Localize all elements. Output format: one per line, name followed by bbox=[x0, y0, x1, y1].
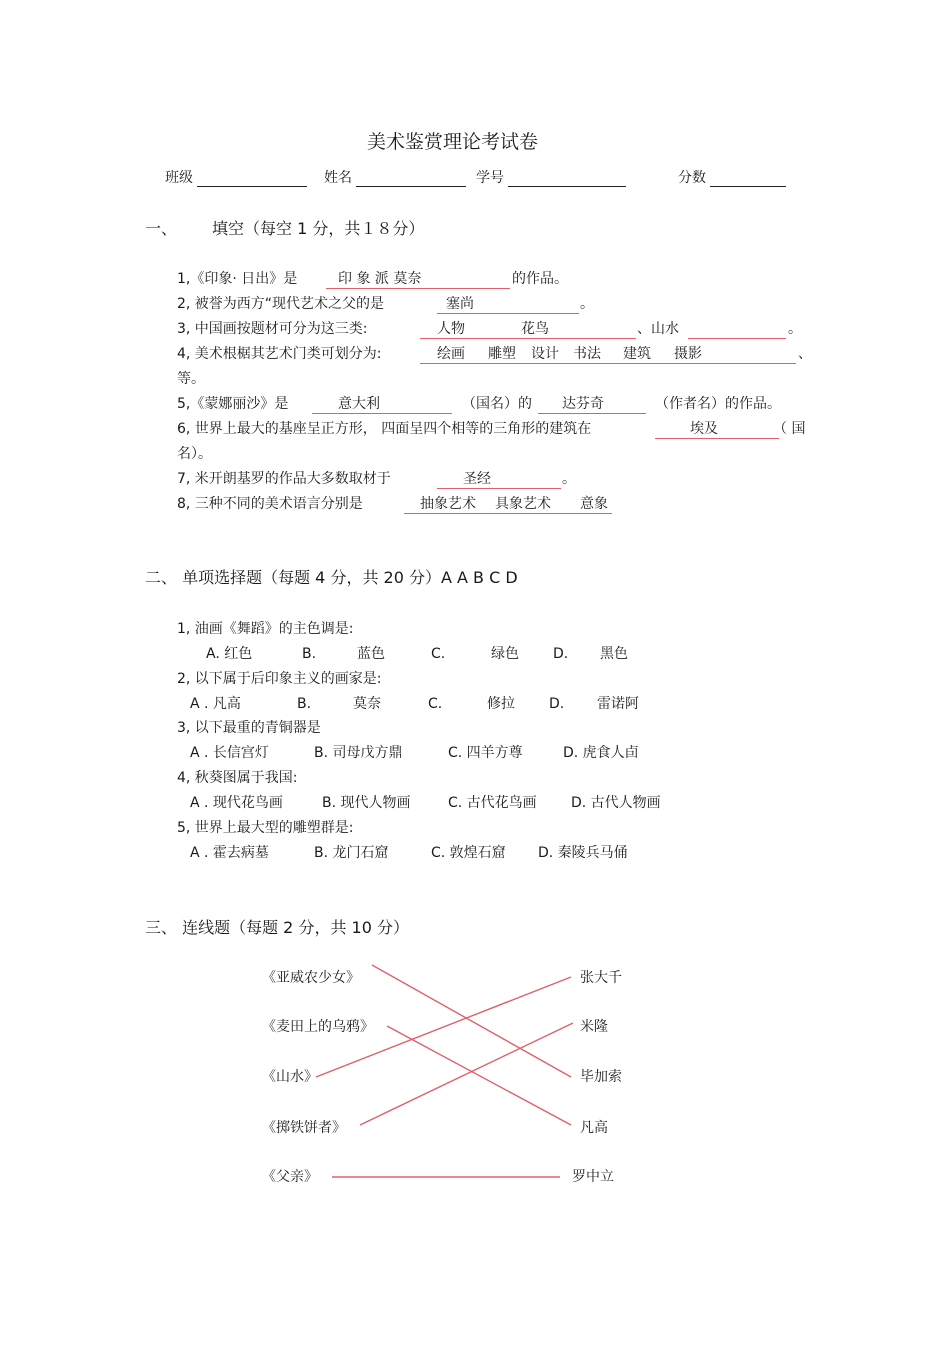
section1-heading: 填空（每空 1 分，共１８分） bbox=[212, 219, 425, 238]
section3-heading: 三、 连线题（每题 2 分，共 10 分） bbox=[145, 918, 409, 937]
page-title: 美术鉴赏理论考试卷 bbox=[367, 131, 539, 153]
fill-q4-answer-1: 绘画 bbox=[437, 346, 465, 362]
section1-number: 一、 bbox=[145, 219, 178, 238]
match-right-2: 米隆 bbox=[580, 1019, 608, 1035]
fill-q5-tail: （作者名）的作品。 bbox=[655, 396, 781, 412]
mc-q2-option-b: 莫奈 bbox=[353, 696, 381, 712]
match-right-4: 凡高 bbox=[580, 1120, 608, 1136]
fill-q6-tail: （ 国 bbox=[773, 421, 806, 437]
fill-q3-text: 3, 中国画按题材可分为这三类: bbox=[177, 321, 368, 337]
match-left-2: 《麦田上的乌鸦》 bbox=[262, 1019, 374, 1035]
mc-q4-option-a: A . 现代花鸟画 bbox=[190, 795, 283, 811]
fill-q7-answer: 圣经 bbox=[463, 471, 491, 487]
mc-q3-option-a: A . 长信宫灯 bbox=[190, 745, 269, 761]
mc-q2-option-c-letter: C. bbox=[428, 696, 443, 712]
fill-q5-answer-1: 意大利 bbox=[338, 396, 380, 412]
mc-q5-stem: 5, 世界上最大型的雕塑群是: bbox=[177, 820, 354, 836]
score-label: 分数 bbox=[678, 170, 706, 186]
mc-q1-option-a: A. 红色 bbox=[206, 646, 253, 662]
match-right-5: 罗中立 bbox=[572, 1169, 614, 1185]
match-left-1: 《亚威农少女》 bbox=[262, 970, 360, 986]
name-label: 姓名 bbox=[324, 170, 352, 186]
mc-q2-option-d-letter: D. bbox=[549, 696, 565, 712]
mc-q2-option-c: 修拉 bbox=[487, 696, 515, 712]
fill-q4-answer-5: 建筑 bbox=[623, 346, 651, 362]
fill-q1-answer: 印 象 派 莫奈 bbox=[338, 271, 422, 287]
fill-q6-continuation: 名）。 bbox=[177, 446, 212, 462]
fill-q4-tail: 、 bbox=[798, 346, 812, 362]
mc-q1-option-b: 蓝色 bbox=[357, 646, 385, 662]
mc-q5-option-a: A . 霍去病墓 bbox=[190, 845, 269, 861]
fill-q8-answer-1: 抽象艺术 bbox=[420, 496, 476, 512]
match-line-3 bbox=[316, 977, 571, 1077]
mc-q5-option-b: B. 龙门石窟 bbox=[314, 845, 389, 861]
mc-q2-option-b-letter: B. bbox=[297, 696, 312, 712]
mc-q3-option-b: B. 司母戊方鼎 bbox=[314, 745, 403, 761]
fill-q6-answer: 埃及 bbox=[690, 421, 718, 437]
fill-q3-answer-1: 人物 bbox=[437, 321, 465, 337]
id-label: 学号 bbox=[476, 170, 504, 186]
section2-heading: 二、 单项选择题（每题 4 分，共 20 分）A A B C D bbox=[145, 568, 518, 587]
mc-q1-option-b-letter: B. bbox=[302, 646, 317, 662]
fill-q4-answer-6: 摄影 bbox=[674, 346, 702, 362]
mc-q4-option-d: D. 古代人物画 bbox=[571, 795, 661, 811]
mc-q3-option-d: D. 虎食人卣 bbox=[563, 745, 639, 761]
mc-q3-stem: 3, 以下最重的青铜器是 bbox=[177, 720, 321, 736]
match-line-4 bbox=[360, 1023, 573, 1125]
fill-q6-text: 6, 世界上最大的基座呈正方形， 四面呈四个相等的三角形的建筑在 bbox=[177, 421, 592, 437]
match-line-1 bbox=[372, 965, 571, 1077]
fill-q4-answer-3: 设计 bbox=[531, 346, 559, 362]
mc-q1-stem: 1, 油画《舞蹈》的主色调是: bbox=[177, 621, 354, 637]
match-left-4: 《掷铁饼者》 bbox=[262, 1120, 346, 1136]
mc-q1-option-c: 绿色 bbox=[491, 646, 519, 662]
fill-q5-mid: （国名）的 bbox=[462, 396, 532, 412]
fill-q2-tail: 。 bbox=[580, 296, 594, 312]
fill-q3-answer-2: 花鸟 bbox=[521, 321, 549, 337]
fill-q3-tail: 。 bbox=[788, 321, 802, 337]
mc-q4-stem: 4, 秋葵图属于我国: bbox=[177, 770, 298, 786]
mc-q1-option-c-letter: C. bbox=[431, 646, 446, 662]
fill-q5-text: 5,《蒙娜丽沙》是 bbox=[177, 396, 289, 412]
fill-q8-answer-2: 具象艺术 bbox=[495, 496, 551, 512]
mc-q3-option-c: C. 四羊方尊 bbox=[448, 745, 523, 761]
match-right-1: 张大千 bbox=[580, 970, 622, 986]
fill-q1-tail: 的作品。 bbox=[512, 271, 568, 287]
mc-q2-option-d: 雷诺阿 bbox=[597, 696, 639, 712]
class-label: 班级 bbox=[165, 170, 193, 186]
fill-q1-text: 1,《印象· 日出》是 bbox=[177, 271, 298, 287]
match-right-3: 毕加索 bbox=[580, 1069, 622, 1085]
fill-q3-mid: 、山水 bbox=[637, 321, 679, 337]
mc-q1-option-d-letter: D. bbox=[553, 646, 569, 662]
mc-q5-option-c: C. 敦煌石窟 bbox=[431, 845, 506, 861]
fill-q8-answer-3: 意象 bbox=[580, 496, 608, 512]
fill-q7-tail: 。 bbox=[562, 471, 576, 487]
fill-q4-answer-4: 书法 bbox=[573, 346, 601, 362]
fill-q5-answer-2: 达芬奇 bbox=[562, 396, 604, 412]
fill-q2-text: 2, 被誉为西方“现代艺术之父的是 bbox=[177, 296, 385, 312]
fill-q2-answer: 塞尚 bbox=[446, 296, 474, 312]
fill-q4-answer-2: 雕塑 bbox=[488, 346, 516, 362]
fill-q4-continuation: 等。 bbox=[177, 371, 205, 387]
mc-q5-option-d: D. 秦陵兵马俑 bbox=[538, 845, 628, 861]
fill-q7-text: 7, 米开朗基罗的作品大多数取材于 bbox=[177, 471, 391, 487]
fill-q4-text: 4, 美术根椐其艺术门类可划分为: bbox=[177, 346, 382, 362]
mc-q2-option-a: A . 凡高 bbox=[190, 696, 241, 712]
mc-q4-option-b: B. 现代人物画 bbox=[322, 795, 411, 811]
match-left-5: 《父亲》 bbox=[262, 1169, 318, 1185]
mc-q2-stem: 2, 以下属于后印象主义的画家是: bbox=[177, 671, 382, 687]
match-line-2 bbox=[387, 1026, 571, 1125]
fill-q8-text: 8, 三种不同的美术语言分别是 bbox=[177, 496, 363, 512]
mc-q4-option-c: C. 古代花鸟画 bbox=[448, 795, 537, 811]
mc-q1-option-d: 黑色 bbox=[600, 646, 628, 662]
match-left-3: 《山水》 bbox=[262, 1069, 318, 1085]
